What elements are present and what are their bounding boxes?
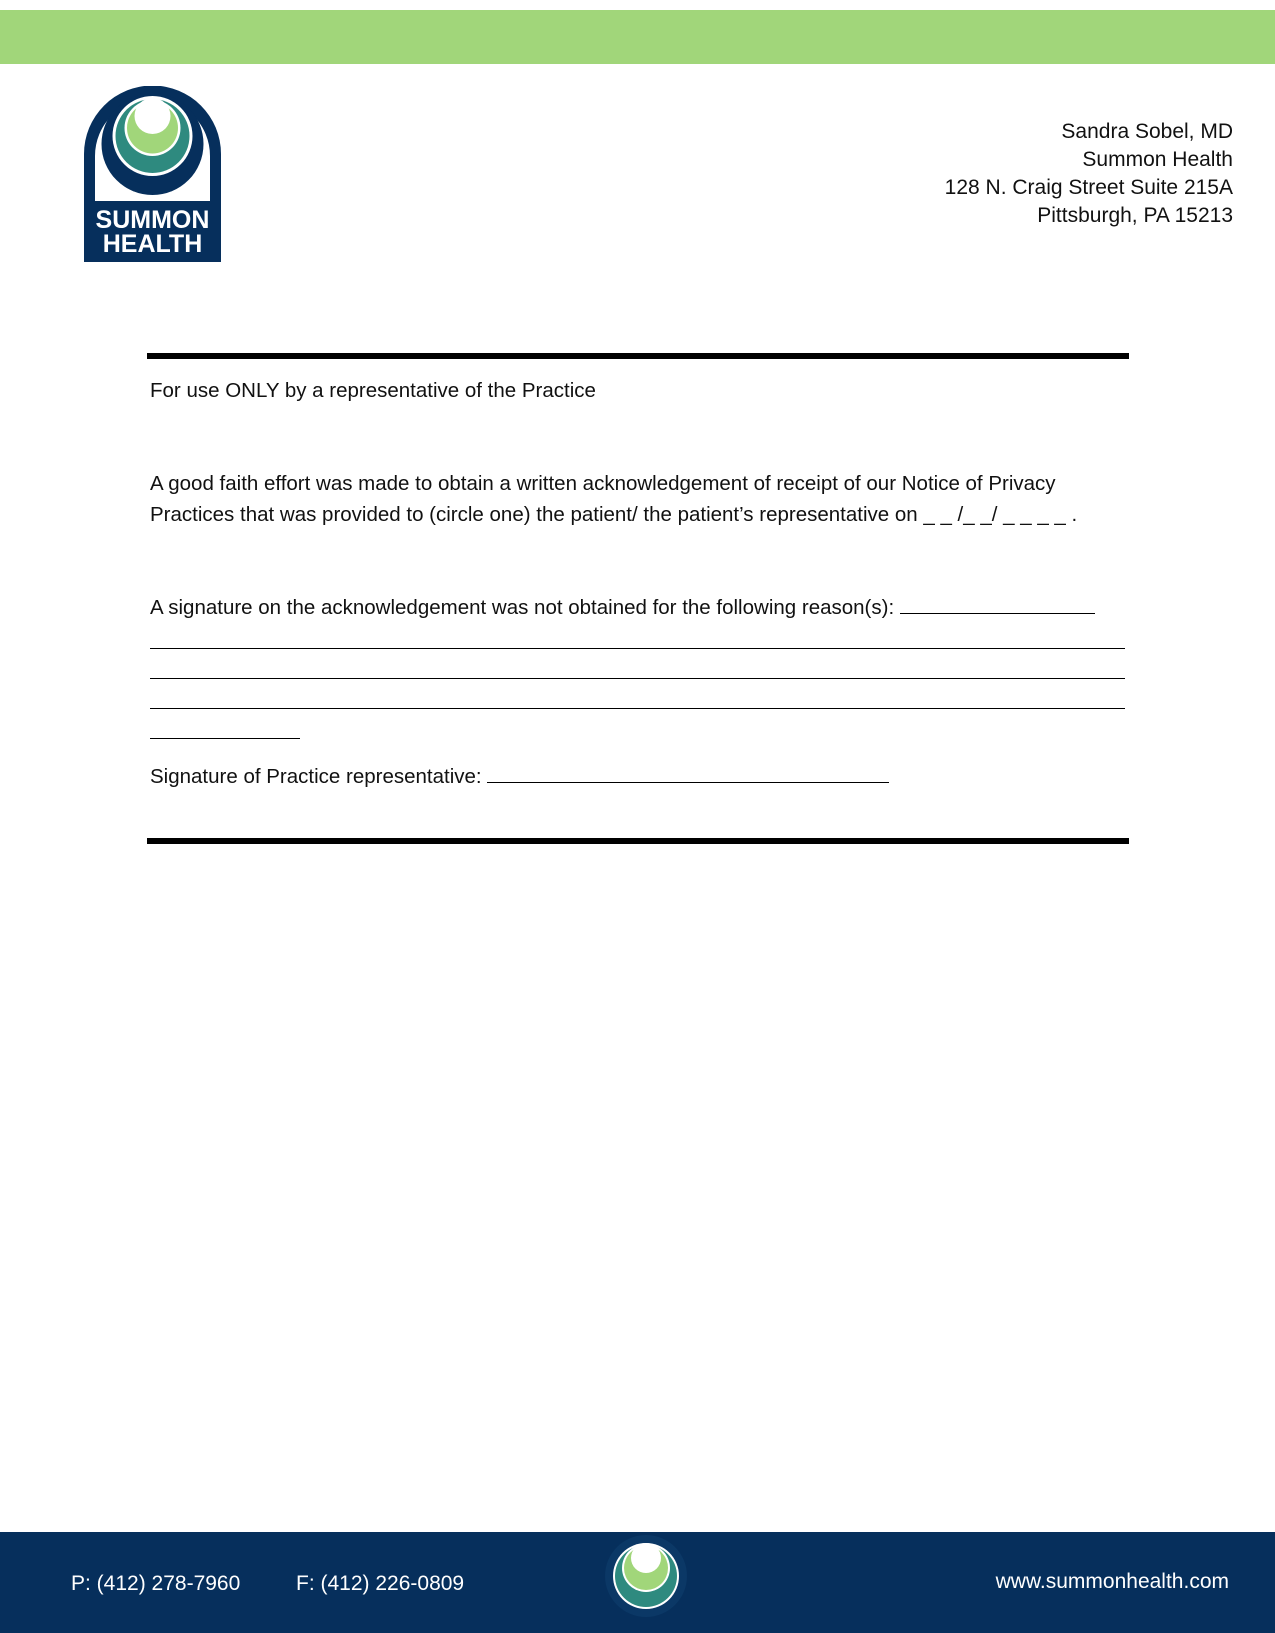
summon-health-logo-icon [84,86,221,262]
street-address: 128 N. Craig Street Suite 215A [944,176,1233,199]
summon-health-logo [84,86,221,262]
footer-website-link[interactable]: www.summonhealth.com [995,1570,1229,1593]
reason-blank-line[interactable] [150,678,1125,679]
reason-blank-line[interactable] [150,738,300,739]
good-faith-line-1: A good faith effort was made to obtain a written acknowledgement of receipt of our Notice of Privacy [150,472,1056,495]
footer-bar [0,1532,1275,1633]
bottom-divider-rule [147,838,1129,844]
footer-phone: P: (412) 278-7960 [71,1572,241,1595]
letterhead-address [945,118,1233,230]
intro-text: For use ONLY by a representative of the Practice [150,379,596,402]
practice-name: Summon Health [1082,148,1233,171]
top-divider-rule [147,353,1129,359]
good-faith-line-2[interactable]: Practices that was provided to (circle one) the patient/ the patient’s representative on _ _ /_ _/ _ _ _ _ . [150,503,1078,526]
reason-blank-line[interactable] [150,648,1125,649]
reason-label: A signature on the acknowledgement was not obtained for the following reason(s): [150,596,895,619]
reason-blank-line[interactable] [150,708,1125,709]
good-faith-paragraph [150,468,1130,530]
city-state-zip: Pittsburgh, PA 15213 [1037,204,1233,227]
logo-text-line2: HEALTH [102,230,203,258]
signature-label: Signature of Practice representative: [150,765,482,788]
signature-row [150,761,889,792]
logo-text-line1: SUMMON [95,206,210,234]
summon-health-footer-icon [604,1534,688,1618]
top-color-band [0,10,1275,64]
reason-blank-field[interactable] [900,593,1095,614]
reason-row [150,592,1130,623]
signature-field[interactable] [487,762,889,783]
footer-fax: F: (412) 226-0809 [296,1572,465,1595]
doctor-name: Sandra Sobel, MD [1061,120,1233,143]
